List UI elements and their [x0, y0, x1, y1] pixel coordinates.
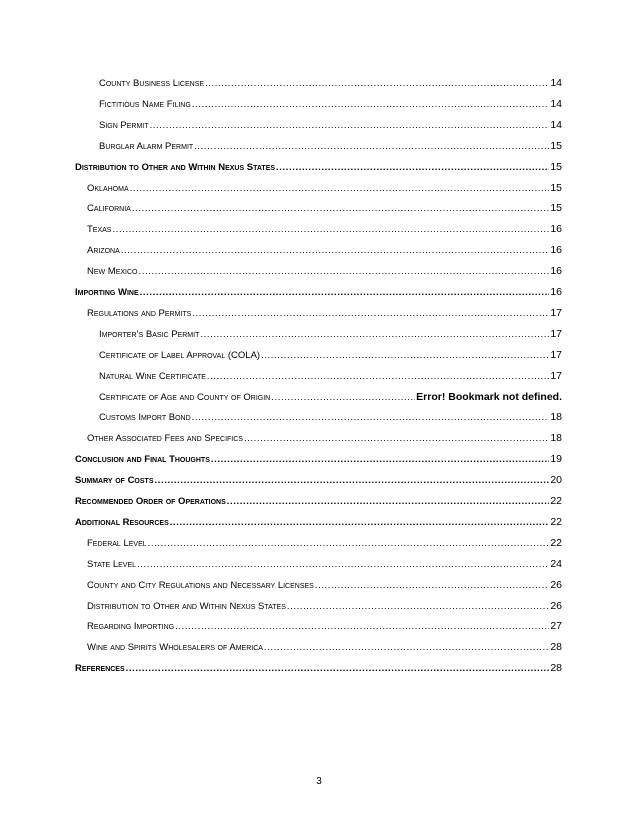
dot-leader: [227, 497, 550, 507]
dot-leader: [126, 664, 550, 674]
toc-entry-page: 15: [550, 139, 562, 152]
dot-leader: [264, 643, 549, 653]
dot-leader: [155, 476, 550, 486]
dot-leader: [170, 518, 550, 528]
toc-entry-page: 15: [550, 160, 562, 173]
toc-entry-title: Recommended Order of Operations: [75, 495, 226, 507]
toc-entry-title: Regulations and Permits: [87, 307, 192, 319]
toc-entry[interactable]: [87, 219, 562, 234]
toc-entry-title: Regarding Importing: [87, 620, 175, 632]
toc-entry[interactable]: [99, 366, 562, 381]
toc-entry-page: 22: [550, 515, 562, 528]
toc-entry[interactable]: [87, 428, 562, 443]
toc-entry[interactable]: [87, 554, 562, 569]
toc-entry-title: Certificate of Label Approval (COLA): [99, 349, 261, 361]
toc-entry[interactable]: [75, 282, 562, 297]
toc-entry-title: Importer’s Basic Permit: [99, 328, 200, 340]
toc-entry-page: 16: [550, 285, 562, 298]
dot-leader: [137, 560, 549, 570]
toc-entry-title: Distribution to Other and Within Nexus States: [87, 600, 286, 612]
page-number: 3: [316, 776, 322, 787]
toc-entry[interactable]: [75, 512, 562, 527]
toc-entry-title: California: [87, 202, 131, 214]
toc-entry-page: 19: [550, 452, 562, 465]
dot-leader: [261, 351, 549, 361]
dot-leader: [150, 121, 550, 131]
toc-entry[interactable]: [87, 303, 562, 318]
dot-leader: [205, 79, 549, 89]
toc-entry[interactable]: [87, 596, 562, 611]
toc-entry-page: 28: [550, 640, 562, 653]
toc-entry-page: 26: [550, 578, 562, 591]
toc-entry-page: 16: [550, 243, 562, 256]
toc-entry-page: 24: [550, 557, 562, 570]
dot-leader: [194, 142, 549, 152]
toc-entry-page: 27: [550, 619, 562, 632]
dot-leader: [132, 204, 550, 214]
toc-entry[interactable]: [87, 616, 562, 631]
toc-entry-title: Burglar Alarm Permit: [99, 140, 194, 152]
dot-leader: [211, 455, 549, 465]
dot-leader: [192, 100, 550, 110]
toc-entry[interactable]: [75, 157, 562, 172]
toc-entry-page: 28: [550, 661, 562, 674]
dot-leader: [287, 602, 549, 612]
toc-entry-title: County and City Regulations and Necessary Licenses: [87, 579, 314, 591]
dot-leader: [315, 581, 549, 591]
dot-leader: [244, 434, 549, 444]
toc-entry-page: 17: [550, 306, 562, 319]
toc-entry[interactable]: [87, 198, 562, 213]
toc-entry-title: State Level: [87, 558, 137, 570]
toc-entry-title: Arizona: [87, 244, 120, 256]
toc-entry-page: 14: [550, 97, 562, 110]
toc-entry-title: Sign Permit: [99, 119, 149, 131]
toc-entry-page: 22: [550, 494, 562, 507]
dot-leader: [130, 184, 550, 194]
toc-entry-page: 26: [550, 599, 562, 612]
dot-leader: [276, 163, 549, 173]
toc-entry-error: Error! Bookmark not defined.: [416, 390, 562, 403]
toc-entry-page: 17: [550, 369, 562, 382]
dot-leader: [148, 539, 550, 549]
toc-entry-page: 14: [550, 118, 562, 131]
dot-leader: [192, 413, 550, 423]
toc-entry[interactable]: [99, 345, 562, 360]
toc-entry[interactable]: [75, 470, 562, 485]
toc-entry-title: Oklahoma: [87, 182, 129, 194]
toc-entry-title: Fictitious Name Filing: [99, 98, 191, 110]
toc-entry-title: Summary of Costs: [75, 474, 154, 486]
toc-entry-page: 14: [550, 76, 562, 89]
toc-entry-title: Certificate of Age and County of Origin: [99, 391, 271, 403]
toc-entry-title: Federal Level: [87, 537, 147, 549]
toc-entry-page: 16: [550, 264, 562, 277]
toc-entry-title: Natural Wine Certificate: [99, 370, 206, 382]
toc-entry-page: 17: [550, 348, 562, 361]
dot-leader: [140, 288, 550, 298]
toc-entry[interactable]: [87, 240, 562, 255]
toc-entry[interactable]: [87, 261, 562, 276]
toc-entry-title: New Mexico: [87, 265, 138, 277]
dot-leader: [175, 622, 549, 632]
toc-entry[interactable]: [99, 73, 562, 88]
toc-entry-title: Customs Import Bond: [99, 411, 191, 423]
toc-entry-title: References: [75, 662, 125, 674]
toc-entry-title: County Business License: [99, 77, 205, 89]
toc-entry[interactable]: [99, 324, 562, 339]
toc-entry-title: Wine and Spirits Wholesalers of America: [87, 641, 263, 653]
toc-entry-title: Other Associated Fees and Specifics: [87, 432, 243, 444]
toc-entry[interactable]: [87, 637, 562, 652]
toc-entry-page: 18: [550, 410, 562, 423]
dot-leader: [121, 246, 550, 256]
dot-leader: [271, 393, 415, 403]
toc-entry-page: 17: [550, 327, 562, 340]
toc-entry-title: Importing Wine: [75, 286, 139, 298]
toc-entry-page: 15: [550, 181, 562, 194]
toc-entry-page: 15: [550, 201, 562, 214]
toc-entry[interactable]: [99, 136, 562, 151]
dot-leader: [138, 267, 549, 277]
toc-entry[interactable]: [99, 387, 562, 402]
dot-leader: [192, 309, 549, 319]
toc-entry-title: Distribution to Other and Within Nexus States: [75, 161, 276, 173]
dot-leader: [207, 372, 549, 382]
toc-entry-title: Texas: [87, 223, 112, 235]
toc-entry[interactable]: [87, 575, 562, 590]
toc-entry[interactable]: [99, 407, 562, 422]
toc-entry[interactable]: [87, 533, 562, 548]
dot-leader: [112, 225, 549, 235]
toc-entry[interactable]: [87, 178, 562, 193]
toc-entry-title: Conclusion and Final Thoughts: [75, 453, 210, 465]
toc-entry[interactable]: [75, 658, 562, 673]
toc-entry[interactable]: [99, 94, 562, 109]
toc-entry-page: 18: [550, 431, 562, 444]
toc-entry[interactable]: [75, 449, 562, 464]
toc-entry-page: 22: [550, 536, 562, 549]
toc-entry-page: 20: [550, 473, 562, 486]
toc-entry-title: Additional Resources: [75, 516, 169, 528]
dot-leader: [200, 330, 549, 340]
toc-entry[interactable]: [75, 491, 562, 506]
toc-entry[interactable]: [99, 115, 562, 130]
toc-entry-page: 16: [550, 222, 562, 235]
